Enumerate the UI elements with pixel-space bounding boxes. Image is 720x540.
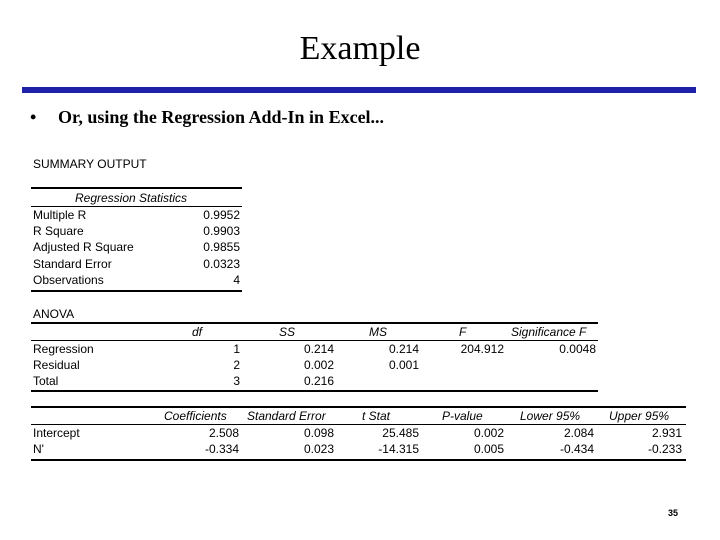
bullet-text: Or, using the Regression Add-In in Excel... bbox=[58, 107, 385, 127]
coef-value: 2.931 bbox=[651, 426, 682, 440]
stat-value: 0.9855 bbox=[203, 240, 240, 254]
coef-row-label: N' bbox=[33, 442, 44, 456]
slide-title: Example bbox=[299, 30, 421, 67]
regression-statistics-header: Regression Statistics bbox=[75, 191, 188, 205]
anova-row-label: Regression bbox=[33, 342, 94, 356]
stat-value: 4 bbox=[233, 273, 240, 287]
stat-value: 0.9952 bbox=[203, 208, 240, 222]
coef-value: 0.002 bbox=[473, 426, 504, 440]
coef-value: -14.315 bbox=[378, 442, 419, 456]
anova-significance-f: 0.0048 bbox=[559, 342, 596, 356]
table-rule bbox=[31, 187, 242, 189]
stat-label: Multiple R bbox=[33, 208, 87, 222]
anova-row-label: Residual bbox=[33, 358, 80, 372]
coef-value: -0.233 bbox=[647, 442, 682, 456]
anova-df: 1 bbox=[233, 342, 240, 356]
coef-value: 2.508 bbox=[208, 426, 239, 440]
coef-col-upper-95: Upper 95% bbox=[609, 409, 670, 423]
anova-ss: 0.216 bbox=[303, 374, 334, 388]
table-rule bbox=[31, 390, 598, 392]
anova-col-ss: SS bbox=[279, 325, 296, 339]
table-rule bbox=[31, 206, 242, 207]
coef-value: -0.434 bbox=[559, 442, 594, 456]
table-rule bbox=[31, 424, 686, 425]
anova-col-f: F bbox=[459, 325, 467, 339]
anova-col-ms: MS bbox=[369, 325, 387, 339]
stat-label: R Square bbox=[33, 224, 84, 238]
coef-col-coefficients: Coefficients bbox=[164, 409, 227, 423]
coef-value: 0.023 bbox=[303, 442, 334, 456]
anova-ms: 0.001 bbox=[388, 358, 419, 372]
anova-df: 2 bbox=[233, 358, 240, 372]
coef-col-lower-95: Lower 95% bbox=[520, 409, 581, 423]
anova-ss: 0.214 bbox=[303, 342, 334, 356]
stat-label: Standard Error bbox=[33, 257, 112, 271]
coef-value: -0.334 bbox=[204, 442, 239, 456]
stat-value: 0.9903 bbox=[203, 224, 240, 238]
table-rule bbox=[31, 340, 598, 341]
stat-label: Observations bbox=[33, 273, 104, 287]
coef-value: 0.005 bbox=[473, 442, 504, 456]
anova-f: 204.912 bbox=[460, 342, 504, 356]
anova-col-df: df bbox=[192, 325, 203, 339]
anova-heading: ANOVA bbox=[33, 307, 75, 321]
anova-ms: 0.214 bbox=[388, 342, 419, 356]
table-rule bbox=[31, 459, 686, 461]
stat-label: Adjusted R Square bbox=[33, 240, 134, 254]
coef-col-p-value: P-value bbox=[442, 409, 483, 423]
coef-value: 0.098 bbox=[303, 426, 334, 440]
bullet-symbol: • bbox=[30, 107, 37, 127]
anova-df: 3 bbox=[233, 374, 240, 388]
anova-row-label: Total bbox=[33, 374, 59, 388]
table-rule bbox=[31, 290, 242, 292]
table-rule bbox=[31, 406, 686, 408]
table-rule bbox=[31, 322, 598, 324]
page-number: 35 bbox=[668, 508, 679, 518]
anova-ss: 0.002 bbox=[303, 358, 334, 372]
coef-row-label: Intercept bbox=[33, 426, 80, 440]
summary-output-heading: SUMMARY OUTPUT bbox=[33, 157, 147, 171]
stat-value: 0.0323 bbox=[203, 257, 240, 271]
coef-value: 25.485 bbox=[382, 426, 419, 440]
coef-col-t-stat: t Stat bbox=[362, 409, 391, 423]
anova-col-significance-f: Significance F bbox=[511, 325, 587, 339]
coef-col-standard-error: Standard Error bbox=[247, 409, 326, 423]
coef-value: 2.084 bbox=[563, 426, 594, 440]
